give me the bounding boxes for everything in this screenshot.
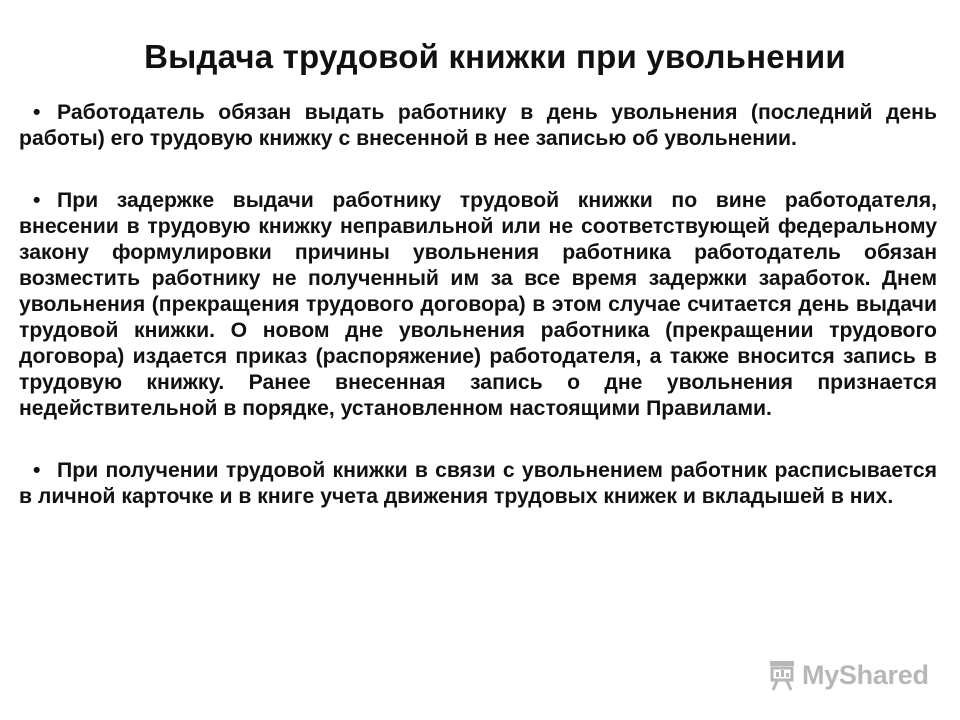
- watermark-text: MyShared: [802, 659, 929, 690]
- bullet-marker: •: [33, 101, 41, 124]
- bullet-marker: •: [33, 459, 41, 482]
- bullet-item: [19, 458, 937, 510]
- bullet-text: Работодатель обязан выдать работнику в день увольнения (последний день работы) его трудовую книжку с внесенной в нее записью об увольнении.: [19, 101, 937, 150]
- presentation-board-icon: [767, 659, 797, 691]
- bullet-text: При задержке выдачи работнику трудовой книжки по вине работодателя, внесении в трудовую книжку неправильной или не соответствующей федеральному закону формулировки причины увольнения работника работодатель обязан возместить работнику не полученный им за все время задержки заработок. Днем увольнения (прекращения трудового договора) в этом случае считается день выдачи трудовой книжки. О новом дне увольнения работника (прекращении трудового договора) издается приказ (распоряжение) работодателя, а также вносится запись в трудовую книжку. Ранее внесенная запись о дне увольнения признается недействительной в порядке, установленном настоящими Правилами.: [19, 189, 937, 420]
- watermark-logo: [767, 655, 927, 695]
- bullet-text: При получении трудовой книжки в связи с увольнением работник расписывается в личной карточке и в книге учета движения трудовых книжек и вкладышей в них.: [19, 459, 937, 508]
- bullet-item: [19, 188, 937, 422]
- bullet-marker: •: [33, 189, 41, 212]
- page-title: Выдача трудовой книжки при увольнении: [144, 38, 846, 75]
- bullet-item: [19, 100, 937, 152]
- bullet-list: [19, 100, 937, 546]
